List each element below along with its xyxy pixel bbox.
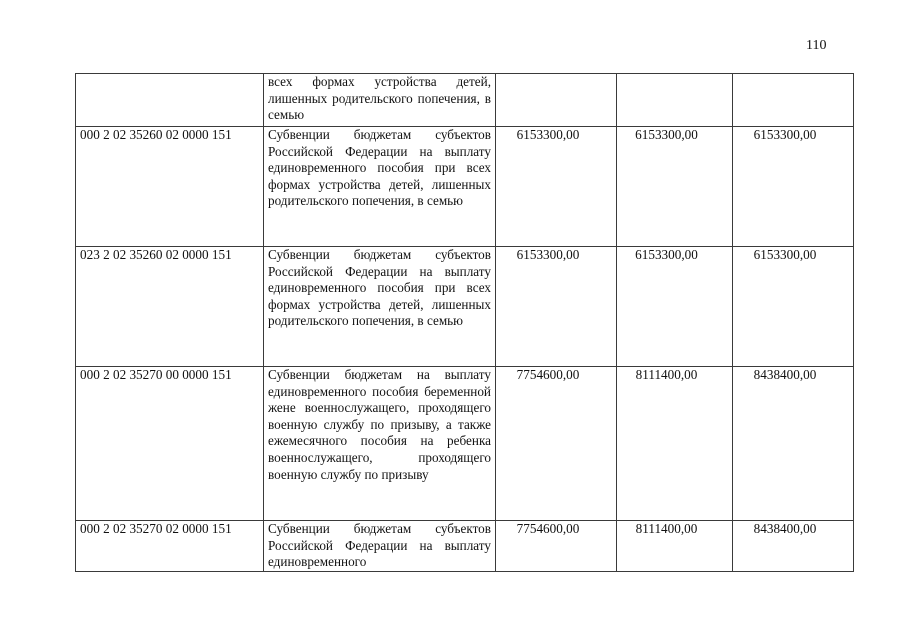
description-cell: Субвенции бюджетам на выплату единовременного пособия беременной жене военнослужащего, проходящего военную службу по призыву, а также ежемесячного пособия на ребенка военнослужащего, проходящего военную службу по призыву xyxy=(264,367,496,521)
table-row xyxy=(76,74,854,127)
value-cell: 6153300,00 xyxy=(733,127,854,247)
value-cell xyxy=(496,74,617,127)
value-cell: 6153300,00 xyxy=(733,247,854,367)
budget-code-cell xyxy=(76,74,264,127)
value-cell: 7754600,00 xyxy=(496,521,617,572)
value-cell xyxy=(733,74,854,127)
value-cell xyxy=(617,74,733,127)
budget-code-cell: 023 2 02 35260 02 0000 151 xyxy=(76,247,264,367)
value-cell: 6153300,00 xyxy=(617,127,733,247)
table-row xyxy=(76,521,854,572)
budget-code-cell: 000 2 02 35270 00 0000 151 xyxy=(76,367,264,521)
budget-code-cell: 000 2 02 35260 02 0000 151 xyxy=(76,127,264,247)
budget-table xyxy=(75,73,854,572)
value-cell: 6153300,00 xyxy=(496,247,617,367)
table-row xyxy=(76,367,854,521)
description-cell: Субвенции бюджетам субъектов Российской Федерации на выплату единовременного пособия при всех формах устройства детей, лишенных родительского попечения, в семью xyxy=(264,247,496,367)
budget-code-cell: 000 2 02 35270 02 0000 151 xyxy=(76,521,264,572)
value-cell: 6153300,00 xyxy=(617,247,733,367)
value-cell: 6153300,00 xyxy=(496,127,617,247)
page-number: 110 xyxy=(806,38,827,53)
value-cell: 8111400,00 xyxy=(617,367,733,521)
value-cell: 8438400,00 xyxy=(733,367,854,521)
description-cell: Субвенции бюджетам субъектов Российской Федерации на выплату единовременного пособия при всех формах устройства детей, лишенных родительского попечения, в семью xyxy=(264,127,496,247)
table-row xyxy=(76,247,854,367)
value-cell: 8438400,00 xyxy=(733,521,854,572)
description-cell: Субвенции бюджетам субъектов Российской Федерации на выплату единовременного xyxy=(264,521,496,572)
value-cell: 7754600,00 xyxy=(496,367,617,521)
description-cell: всех формах устройства детей, лишенных родительского попечения, в семью xyxy=(264,74,496,127)
table-row xyxy=(76,127,854,247)
value-cell: 8111400,00 xyxy=(617,521,733,572)
